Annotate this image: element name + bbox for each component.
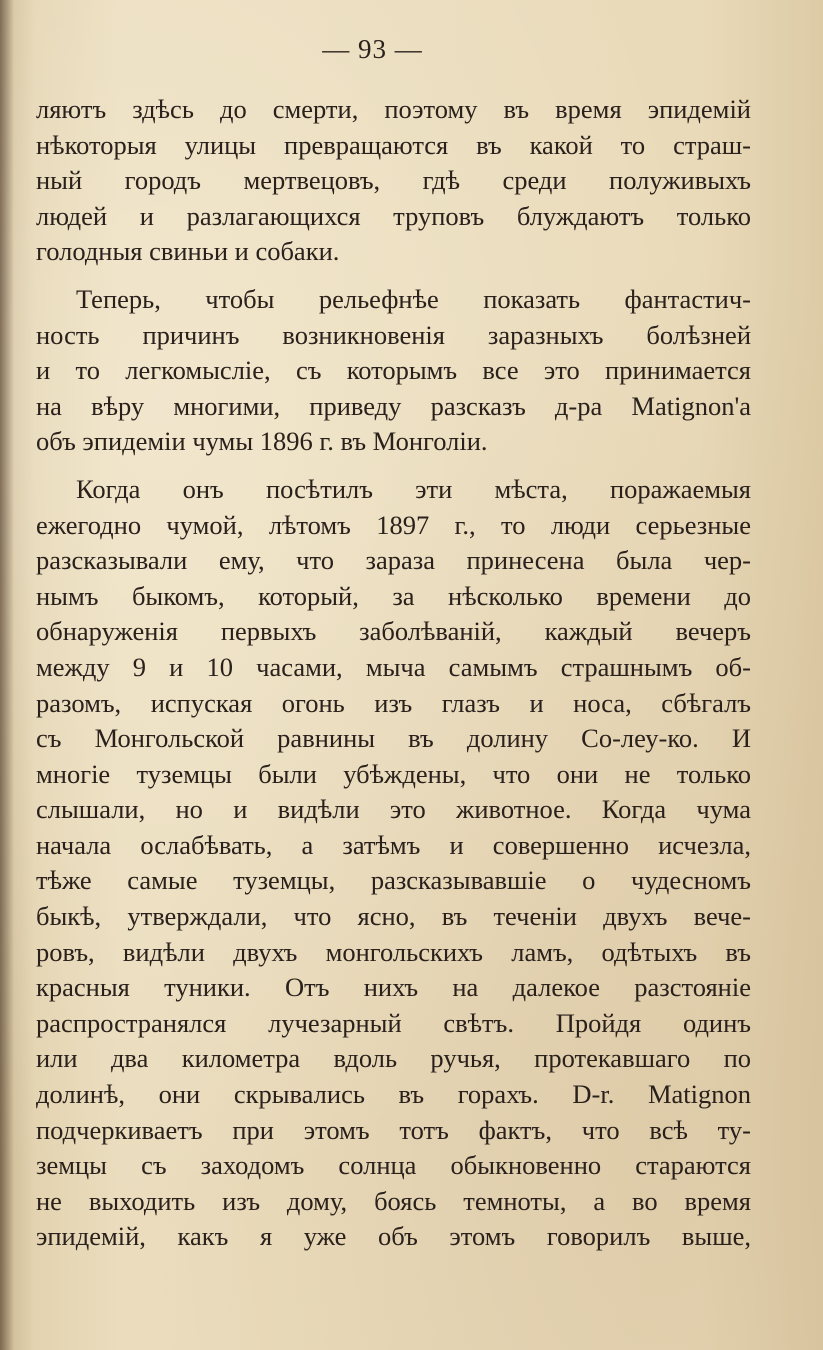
page-text-body <box>36 92 751 1255</box>
text-line: Когда онъ посѣтилъ эти мѣста, поражаемыя <box>76 473 751 504</box>
text-line: и то легкомысліе, съ которымъ все это принимается <box>36 355 751 386</box>
text-line: начала ослабѣвать, а затѣмъ и совершенно исчезла, <box>36 829 751 860</box>
text-line: съ Монгольской равнины въ долину Со-леу-ко. И <box>36 723 751 754</box>
text-line: тѣже самые туземцы, разсказывавшіе о чудесномъ <box>36 865 751 896</box>
text-line: нымъ быкомъ, который, за нѣсколько времени до <box>36 580 751 611</box>
text-line: ляютъ здѣсь до смерти, поэтому въ время эпидемій <box>36 94 751 124</box>
text-line: ежегодно чумой, лѣтомъ 1897 г., то люди серьезные <box>36 509 751 540</box>
page-spine-shadow <box>0 0 14 1350</box>
paragraph-gap <box>36 270 751 282</box>
text-line: ность причинъ возникновенія заразныхъ болѣзней <box>36 319 751 350</box>
text-line: Теперь, чтобы рельефнѣе показать фантастич- <box>76 283 751 314</box>
text-line: распространялся лучезарный свѣтъ. Пройдя одинъ <box>36 1007 751 1038</box>
text-line: разомъ, испуская огонь изъ глазъ и носа, сбѣгалъ <box>36 687 751 718</box>
text-line: не выходить изъ дому, боясь темноты, а во время <box>36 1185 751 1216</box>
text-line: объ эпидеміи чумы 1896 г. въ Монголіи. <box>36 426 488 457</box>
text-line: ный городъ мертвецовъ, гдѣ среди полуживыхъ <box>36 165 751 196</box>
text-line: долинѣ, они скрывались въ горахъ. D-r. Matignon <box>36 1079 751 1110</box>
text-line: красныя туники. Отъ нихъ на далекое разстояніе <box>36 972 751 1003</box>
paragraph <box>36 92 751 270</box>
paragraph <box>36 472 751 1255</box>
text-line: многіе туземцы были убѣждены, что они не только <box>36 758 751 789</box>
text-line: разсказывали ему, что зараза принесена была чер- <box>36 545 751 576</box>
page-number: — 93 — <box>322 34 423 64</box>
text-line: земцы съ заходомъ солнца обыкновенно стараются <box>36 1150 751 1181</box>
text-line: голодныя свиньи и собаки. <box>36 236 340 267</box>
paragraph-gap <box>36 460 751 472</box>
text-line: слышали, но и видѣли это животное. Когда чума <box>36 794 751 825</box>
text-line: подчеркиваетъ при этомъ тотъ фактъ, что всѣ ту- <box>36 1114 751 1145</box>
text-line: быкѣ, утверждали, что ясно, въ теченіи двухъ вече- <box>36 901 751 932</box>
text-line: между 9 и 10 часами, мыча самымъ страшнымъ об- <box>36 651 751 682</box>
paragraph <box>36 282 751 460</box>
text-line: обнаруженія первыхъ заболѣваній, каждый вечеръ <box>36 616 751 647</box>
text-line: ровъ, видѣли двухъ монгольскихъ ламъ, одѣтыхъ въ <box>36 936 751 967</box>
text-line: эпидемій, какъ я уже объ этомъ говорилъ выше, <box>36 1221 751 1252</box>
text-line: нѣкоторыя улицы превращаются въ какой то страш- <box>36 129 751 160</box>
text-line: на вѣру многими, приведу разсказъ д-ра Matignon'а <box>36 390 751 421</box>
text-line: людей и разлагающихся труповъ блуждаютъ только <box>36 200 751 231</box>
text-line: или два километра вдоль ручья, протекавшаго по <box>36 1043 751 1074</box>
